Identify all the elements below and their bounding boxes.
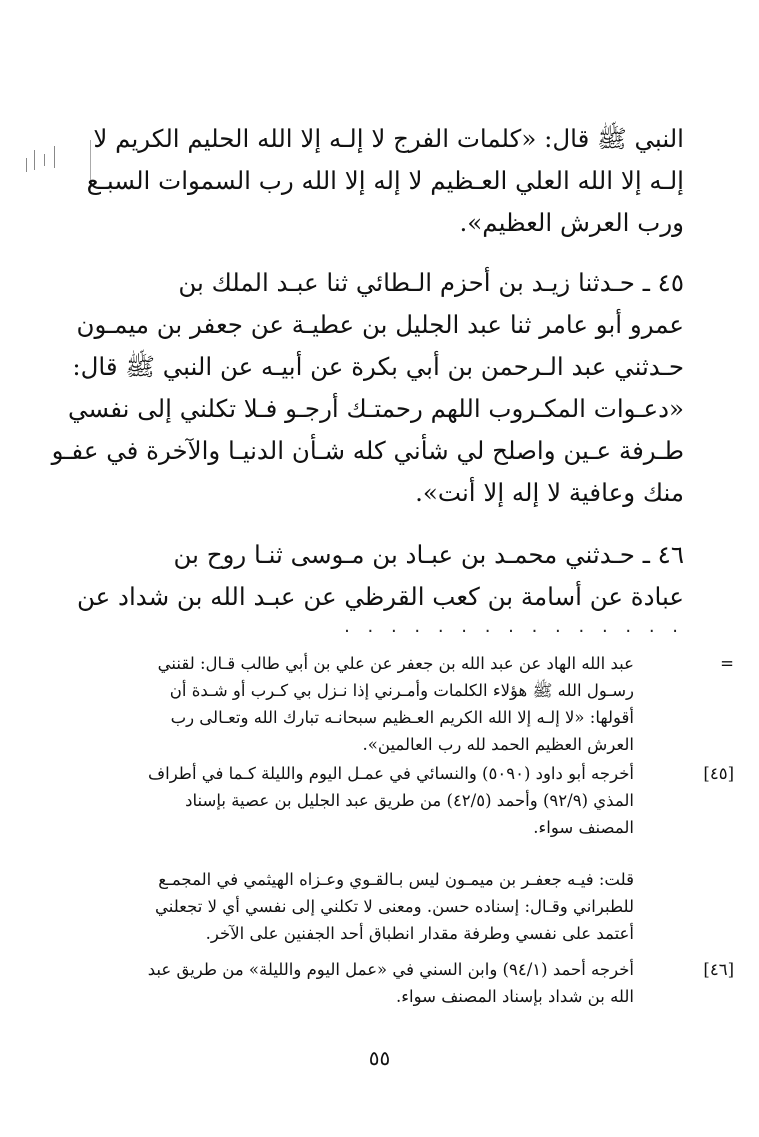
footnote-number: [٤٥] — [703, 764, 734, 783]
footnote-line: أعتمد على نفسي وطرفة مقدار انطباق أحد الجفنين على الآخر. — [205, 924, 634, 943]
footnote-line: للطبراني وقـال: إسناده حسن. ومعنى لا تكلني إلى نفسي أي لا تجعلني — [154, 897, 634, 916]
hadith-45 — [51, 262, 684, 514]
main-line: ٤٦ ـ حـدثني محمـد بن عبـاد بن مـوسى ثنـا روح بن — [173, 540, 684, 569]
main-line: ورب العرش العظيم». — [459, 208, 684, 237]
main-line: عمرو أبو عامر ثنا عبد الجليل بن عطيـة عن جعفر بن ميمـون — [76, 310, 684, 339]
footnote-45-comment — [112, 866, 684, 947]
footnote-line: المصنف سواء. — [533, 818, 634, 837]
footnote-separator: . . . . . . . . . . . . . . . — [344, 616, 684, 637]
main-line: حـدثني عبد الـرحمن بن أبي بكرة عن أبيـه عن النبي ﷺ قال: — [72, 352, 684, 381]
main-line: إلـه إلا الله العلي العـظيم لا إله إلا الله رب السموات السبـع — [86, 166, 684, 195]
footnote-46 — [112, 956, 734, 1010]
footnote-line: المذي (٩٢/٩) وأحمد (٤٢/٥) من طريق عبد الجليل بن عصية بإسناد — [185, 791, 634, 810]
main-line: عبادة عن أسامة بن كعب القرظي عن عبـد الله بن شداد عن — [76, 582, 684, 611]
footnote-line: أخرجه أبو داود (٥٠٩٠) والنسائي في عمـل اليوم والليلة كـما في أطراف — [148, 764, 634, 783]
footnote-line: قلت: فيـه جعفـر بن ميمـون ليس بـالقـوي وعـزاه الهيثمي في المجمـع — [158, 870, 634, 889]
footnote-line: العرش العظيم الحمد لله رب العالمين». — [362, 735, 634, 754]
footnote-line: الله بن شداد بإسناد المصنف سواء. — [396, 987, 634, 1006]
main-line: طـرفة عـين واصلح لي شأني كله شـأن الدنيـا والآخرة في عفـو — [51, 436, 684, 465]
continuation-marker: = — [720, 654, 734, 673]
footnote-line: أقولها: «لا إلـه إلا الله الكريم العـظيم سبحانـه تبارك الله وتعـالى رب — [170, 708, 634, 727]
main-line: ٤٥ ـ حـدثنا زيـد بن أحزم الـطائي ثنا عبـد الملك بن — [178, 268, 684, 297]
main-text-continuation — [86, 118, 684, 244]
footnote-line: عبد الله الهاد عن عبد الله بن جعفر عن علي بن أبي طالب قـال: لقنني — [157, 654, 634, 673]
main-line: «دعـوات المكـروب اللهم رحمتـك أرجـو فـلا تكلني إلى نفسي — [67, 394, 684, 423]
footnote-line: أخرجه أحمد (٩٤/١) وابن السني في «عمل اليوم والليلة» من طريق عبد — [147, 960, 634, 979]
hadith-46 — [76, 534, 684, 618]
main-line: النبي ﷺ قال: «كلمات الفرج لا إلـه إلا الله الحليم الكريم لا — [93, 124, 684, 153]
main-line: منك وعافية لا إله إلا أنت». — [415, 478, 684, 507]
page-number: ٥٥ — [368, 1046, 391, 1070]
footnote-continuation — [112, 650, 734, 758]
footnote-number: [٤٦] — [703, 960, 734, 979]
footnote-45 — [112, 760, 734, 841]
footnote-line: رسـول الله ﷺ هؤلاء الكلمات وأمـرني إذا نـزل بي كـرب أو شـدة أن — [169, 681, 634, 700]
